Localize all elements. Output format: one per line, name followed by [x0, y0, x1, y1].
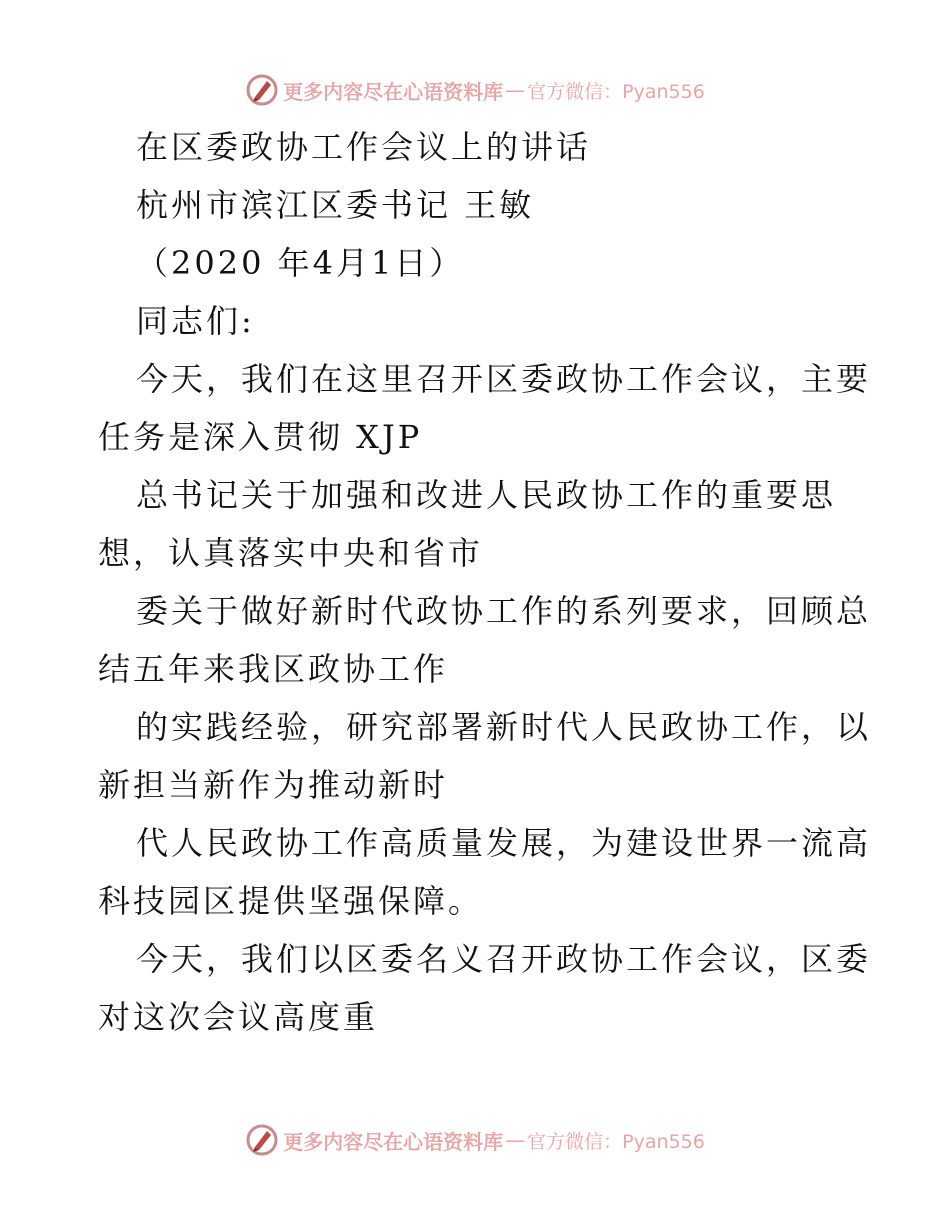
text-line: 总书记关于加强和改进人民政协工作的重要思: [136, 476, 837, 514]
text-line: 对这次会议高度重: [98, 998, 379, 1036]
banner-dash: —: [505, 1128, 526, 1152]
text-line: 同志们:: [136, 302, 255, 340]
text-line: 任务是深入贯彻 XJP: [98, 418, 423, 456]
pen-logo-icon: [245, 73, 279, 107]
text-line: 新担当新作为推动新时: [98, 766, 449, 804]
text-line: 结五年来我区政协工作: [98, 650, 449, 688]
banner-wechat: 官方微信：Pyan556: [527, 1130, 705, 1153]
document-body: [98, 118, 872, 1046]
text-line: 想，认真落实中央和省市: [98, 534, 484, 572]
text-line: 在区委政协工作会议上的讲话: [136, 128, 592, 166]
text-line: 今天，我们在这里召开区委政协工作会议，主要: [136, 360, 872, 398]
text-line: （2020 年4月1日）: [136, 244, 465, 282]
pen-logo-icon: [245, 1123, 279, 1157]
banner-brand: 更多内容尽在心语资料库: [283, 79, 504, 104]
banner-wechat: 官方微信：Pyan556: [527, 80, 705, 103]
banner-brand: 更多内容尽在心语资料库: [283, 1129, 504, 1154]
footer-banner: [0, 1120, 950, 1160]
text-line: 科技园区提供坚强保障。: [98, 882, 484, 920]
text-line: 今天，我们以区委名义召开政协工作会议，区委: [136, 940, 872, 978]
text-line: 代人民政协工作高质量发展，为建设世界一流高: [136, 824, 872, 862]
text-line: 的实践经验，研究部署新时代人民政协工作，以: [136, 708, 872, 746]
header-banner: [0, 70, 950, 110]
text-line: 杭州市滨江区委书记 王敏: [136, 186, 535, 224]
text-line: 委关于做好新时代政协工作的系列要求，回顾总: [136, 592, 872, 630]
banner-dash: —: [505, 78, 526, 102]
